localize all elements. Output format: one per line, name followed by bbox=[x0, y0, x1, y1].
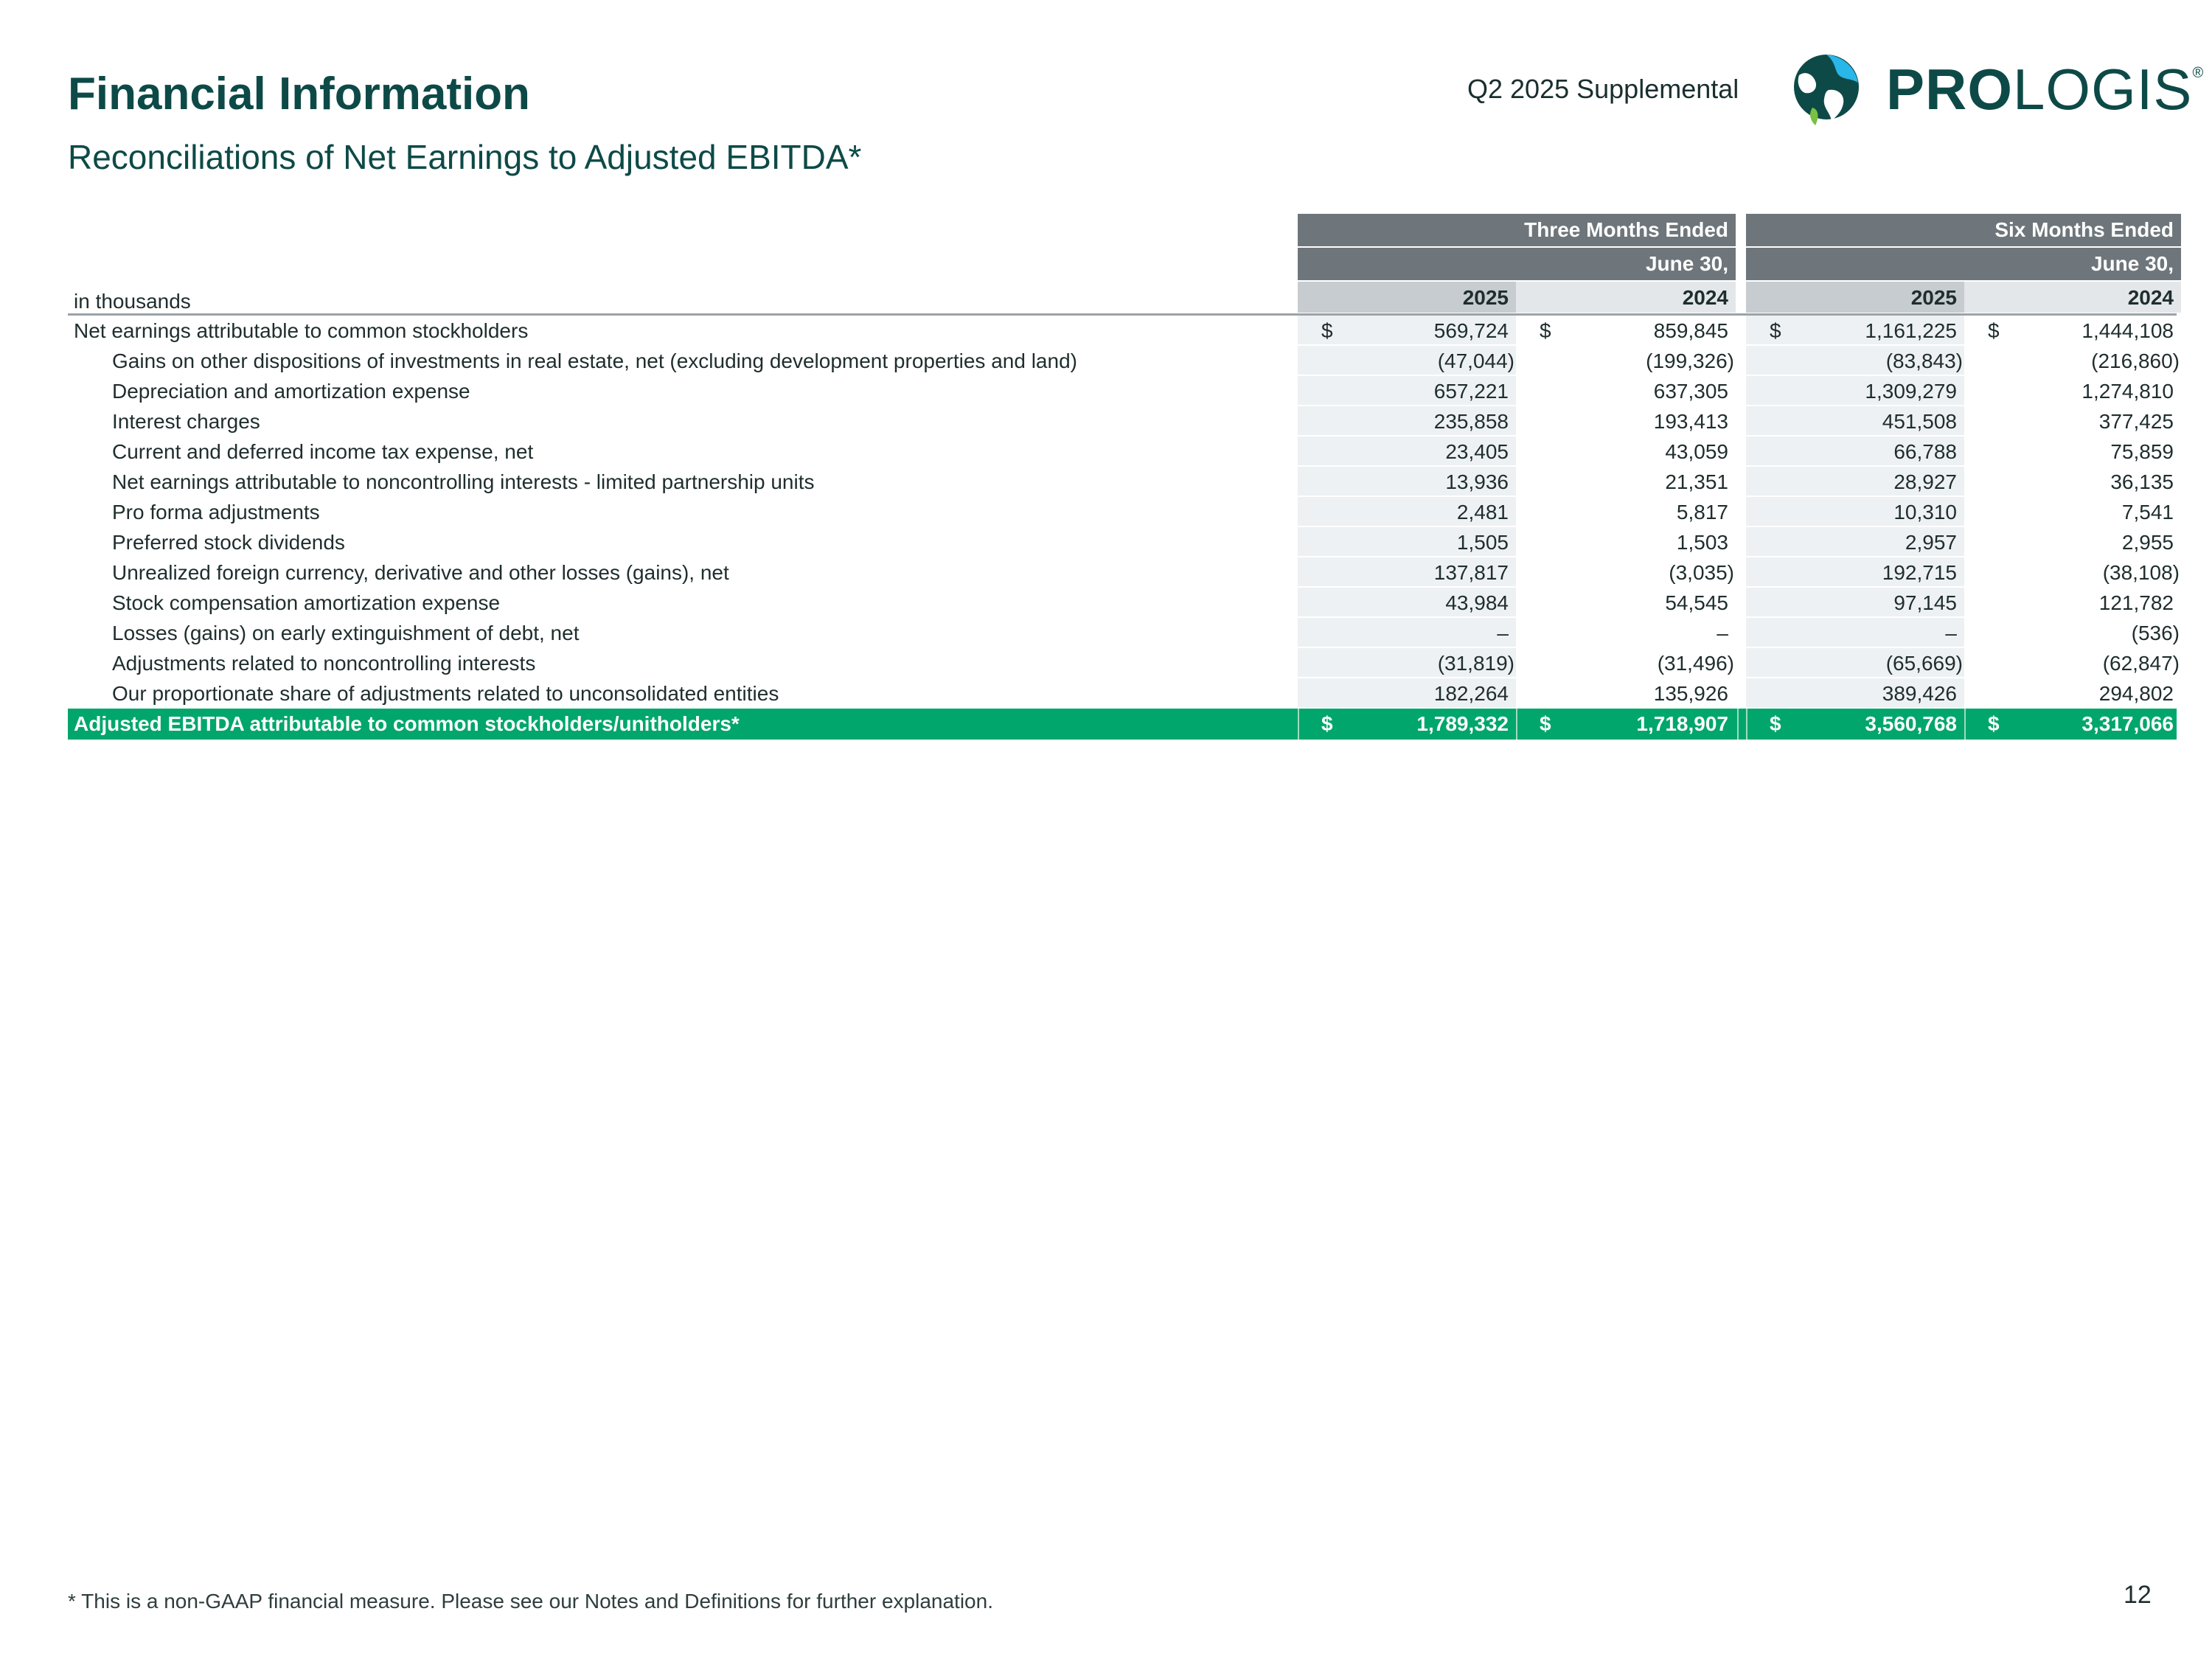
period-three-months: June 30, bbox=[1298, 248, 1736, 280]
value-cell: 36,135 bbox=[1964, 467, 2181, 496]
units-label: in thousands bbox=[74, 290, 191, 313]
total-value-cell bbox=[1746, 709, 1964, 738]
value-cell: 13,936 bbox=[1298, 467, 1516, 496]
table-row bbox=[68, 497, 2177, 527]
value-cell: 66,788 bbox=[1746, 437, 1964, 466]
table-row bbox=[68, 588, 2177, 618]
cell-value: 1,444,108 bbox=[2081, 319, 2174, 342]
value-cell: 43,059 bbox=[1516, 437, 1736, 466]
value-cell: 377,425 bbox=[1964, 406, 2181, 436]
table-row bbox=[68, 648, 2180, 678]
year-header: 2025 bbox=[1298, 282, 1516, 313]
year-header: 2024 bbox=[1516, 282, 1736, 313]
reconciliation-table bbox=[68, 214, 2180, 740]
value-cell: 192,715 bbox=[1746, 557, 1964, 587]
period-header-row bbox=[68, 248, 2177, 282]
value-cell: 75,859 bbox=[1964, 437, 2181, 466]
year-header: 2024 bbox=[1964, 282, 2181, 313]
value-cell: 182,264 bbox=[1298, 678, 1516, 708]
value-cell: (65,669) bbox=[1746, 648, 1964, 678]
row-label: Interest charges bbox=[112, 410, 260, 433]
table-row bbox=[68, 467, 2177, 497]
value-cell: 193,413 bbox=[1516, 406, 1736, 436]
currency-symbol: $ bbox=[1988, 319, 2000, 342]
value-cell: 54,545 bbox=[1516, 588, 1736, 617]
value-cell: (536) bbox=[1964, 618, 2181, 647]
group-three-months-header: Three Months Ended bbox=[1298, 214, 1736, 246]
table-row bbox=[68, 557, 2180, 588]
value-cell: (199,326) bbox=[1516, 346, 1736, 375]
globe-icon bbox=[1783, 46, 1870, 133]
supplemental-label: Q2 2025 Supplemental bbox=[1467, 74, 1739, 104]
row-label: Net earnings attributable to noncontrolling interests - limited partnership units bbox=[112, 470, 815, 493]
page-subtitle: Reconciliations of Net Earnings to Adjusted EBITDA* bbox=[68, 138, 862, 176]
value-cell: 23,405 bbox=[1298, 437, 1516, 466]
value-cell: 7,541 bbox=[1964, 497, 2181, 526]
value-cell: 235,858 bbox=[1298, 406, 1516, 436]
currency-symbol: $ bbox=[1770, 319, 1781, 342]
value-cell: 2,481 bbox=[1298, 497, 1516, 526]
year-header-row bbox=[68, 282, 2177, 316]
total-value-cell bbox=[1516, 709, 1736, 738]
value-cell: 10,310 bbox=[1746, 497, 1964, 526]
value-cell bbox=[1746, 316, 1964, 345]
logo-bold-text: PRO bbox=[1886, 57, 2014, 122]
cell-value: 3,317,066 bbox=[2081, 712, 2174, 735]
value-cell bbox=[1964, 316, 2181, 345]
total-value-cell bbox=[1298, 709, 1516, 738]
table-row bbox=[68, 346, 2180, 376]
currency-symbol: $ bbox=[1321, 712, 1333, 735]
value-cell: 21,351 bbox=[1516, 467, 1736, 496]
row-label: Adjustments related to noncontrolling interests bbox=[112, 652, 536, 675]
year-header: 2025 bbox=[1746, 282, 1964, 313]
value-cell: – bbox=[1746, 618, 1964, 647]
row-label: Current and deferred income tax expense, net bbox=[112, 440, 534, 463]
value-cell: 2,957 bbox=[1746, 527, 1964, 557]
value-cell: (31,819) bbox=[1298, 648, 1516, 678]
value-cell: 1,503 bbox=[1516, 527, 1736, 557]
row-label: Preferred stock dividends bbox=[112, 531, 345, 554]
cell-value: 859,845 bbox=[1653, 319, 1728, 342]
value-cell: 28,927 bbox=[1746, 467, 1964, 496]
value-cell: 43,984 bbox=[1298, 588, 1516, 617]
value-cell: (62,847) bbox=[1964, 648, 2181, 678]
currency-symbol: $ bbox=[1988, 712, 2000, 735]
value-cell: (83,843) bbox=[1746, 346, 1964, 375]
value-cell bbox=[1516, 316, 1736, 345]
value-cell: 1,274,810 bbox=[1964, 376, 2181, 406]
prologis-logo bbox=[1783, 46, 2205, 133]
logo-wordmark bbox=[1886, 56, 2204, 123]
value-cell: 451,508 bbox=[1746, 406, 1964, 436]
value-cell: 2,955 bbox=[1964, 527, 2181, 557]
value-cell: 637,305 bbox=[1516, 376, 1736, 406]
total-row bbox=[68, 709, 2177, 740]
value-cell: (3,035) bbox=[1516, 557, 1736, 587]
total-label: Adjusted EBITDA attributable to common stockholders/unitholders* bbox=[74, 712, 740, 735]
row-label: Unrealized foreign currency, derivative and other losses (gains), net bbox=[112, 561, 729, 584]
table-row bbox=[68, 618, 2180, 648]
value-cell: 294,802 bbox=[1964, 678, 2181, 708]
value-cell: 5,817 bbox=[1516, 497, 1736, 526]
currency-symbol: $ bbox=[1770, 712, 1781, 735]
column-divider bbox=[1737, 709, 1739, 740]
value-cell: 1,505 bbox=[1298, 527, 1516, 557]
value-cell: (31,496) bbox=[1516, 648, 1736, 678]
table-row bbox=[68, 437, 2177, 467]
cell-value: 1,789,332 bbox=[1416, 712, 1509, 735]
period-six-months: June 30, bbox=[1746, 248, 2181, 280]
group-header-row bbox=[68, 214, 2177, 248]
row-label: Pro forma adjustments bbox=[112, 501, 320, 524]
table-row bbox=[68, 678, 2177, 709]
page-title: Financial Information bbox=[68, 69, 530, 119]
footnote: * This is a non-GAAP financial measure. Please see our Notes and Definitions for further explanation. bbox=[68, 1590, 993, 1613]
value-cell: 97,145 bbox=[1746, 588, 1964, 617]
value-cell: 389,426 bbox=[1746, 678, 1964, 708]
value-cell: (38,108) bbox=[1964, 557, 2181, 587]
row-label: Losses (gains) on early extinguishment of debt, net bbox=[112, 622, 580, 644]
table-row bbox=[68, 406, 2177, 437]
table-row bbox=[68, 316, 2177, 346]
row-label: Net earnings attributable to common stockholders bbox=[74, 319, 529, 342]
registered-mark: ® bbox=[2192, 65, 2205, 81]
value-cell: 121,782 bbox=[1964, 588, 2181, 617]
cell-value: 569,724 bbox=[1433, 319, 1509, 342]
value-cell: 1,309,279 bbox=[1746, 376, 1964, 406]
value-cell bbox=[1298, 316, 1516, 345]
row-label: Gains on other dispositions of investments in real estate, net (excluding development properties and land) bbox=[112, 349, 1077, 372]
cell-value: 1,161,225 bbox=[1865, 319, 1957, 342]
logo-regular-text: LOGIS bbox=[2013, 57, 2193, 122]
cell-value: 3,560,768 bbox=[1865, 712, 1957, 735]
table-row bbox=[68, 376, 2177, 406]
value-cell: 657,221 bbox=[1298, 376, 1516, 406]
value-cell: (216,860) bbox=[1964, 346, 2181, 375]
table-row bbox=[68, 527, 2177, 557]
value-cell: 137,817 bbox=[1298, 557, 1516, 587]
row-label: Depreciation and amortization expense bbox=[112, 380, 470, 403]
currency-symbol: $ bbox=[1321, 319, 1333, 342]
page-number: 12 bbox=[2124, 1581, 2152, 1609]
cell-value: 1,718,907 bbox=[1636, 712, 1728, 735]
value-cell: 135,926 bbox=[1516, 678, 1736, 708]
currency-symbol: $ bbox=[1540, 319, 1551, 342]
value-cell: – bbox=[1298, 618, 1516, 647]
value-cell: – bbox=[1516, 618, 1736, 647]
row-label: Our proportionate share of adjustments related to unconsolidated entities bbox=[112, 682, 779, 705]
value-cell: (47,044) bbox=[1298, 346, 1516, 375]
currency-symbol: $ bbox=[1540, 712, 1551, 735]
group-six-months-header: Six Months Ended bbox=[1746, 214, 2181, 246]
total-value-cell bbox=[1964, 709, 2181, 738]
row-label: Stock compensation amortization expense bbox=[112, 591, 501, 614]
